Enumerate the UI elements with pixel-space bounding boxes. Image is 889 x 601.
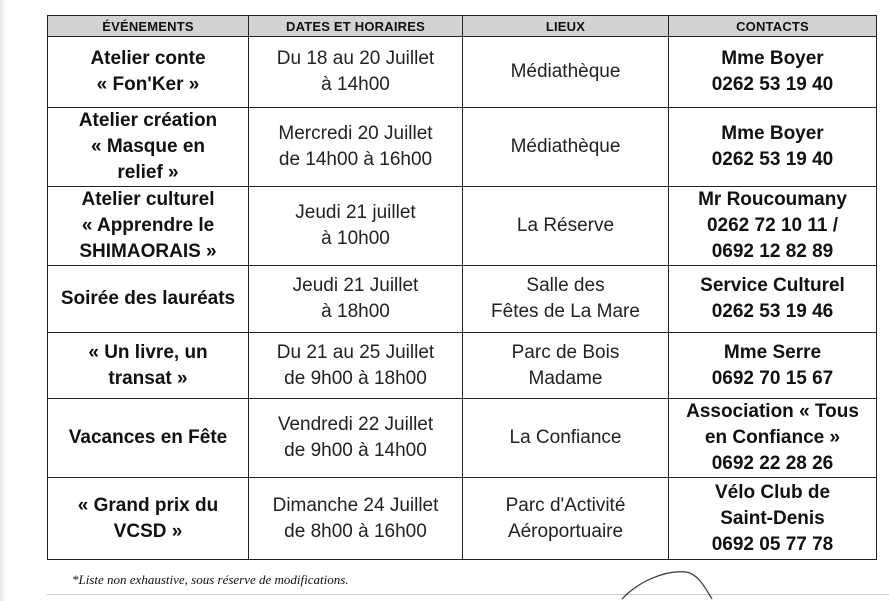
place-line: Parc d'Activité: [505, 494, 626, 516]
date-line: Jeudi 21 Juillet: [292, 275, 419, 296]
place-line: Salle des: [526, 275, 605, 296]
event-line: Atelier culturel: [81, 189, 215, 210]
header-contacts: CONTACTS: [669, 16, 877, 37]
event-line: relief »: [117, 162, 179, 183]
contact-cell: [669, 399, 877, 478]
date-line: Mercredi 20 Juillet: [278, 123, 433, 144]
event-line: « Fon'Ker »: [96, 74, 200, 95]
table-body: [48, 37, 877, 560]
contact-line: Association « Tous: [686, 401, 859, 422]
page-edge: [0, 0, 6, 601]
date-line: Du 18 au 20 Juillet: [276, 48, 435, 69]
table-row: [48, 37, 877, 108]
place-line: La Réserve: [516, 215, 615, 236]
contact-line: Mme Serre: [723, 341, 822, 363]
place-cell: [463, 108, 669, 187]
page-rule: [47, 594, 889, 595]
contact-line: Mr Roucoumany: [698, 189, 847, 210]
place-line: Parc de Bois: [511, 341, 620, 363]
date-cell: [249, 187, 463, 266]
table-row: [48, 187, 877, 266]
place-cell: [463, 333, 669, 399]
event-line: VCSD »: [113, 520, 183, 542]
contact-line: en Confiance »: [704, 427, 841, 448]
date-line: de 9h00 à 18h00: [284, 367, 427, 389]
place-line: Aéroportuaire: [507, 520, 624, 542]
place-cell: [463, 266, 669, 333]
place-cell: [463, 187, 669, 266]
event-cell: [48, 108, 249, 187]
event-line: SHIMAORAIS »: [79, 241, 217, 262]
header-events: ÉVÉNEMENTS: [48, 16, 249, 37]
contact-line: 0262 53 19 40: [711, 149, 834, 170]
contact-line: Service Culturel: [700, 275, 845, 296]
header-places: LIEUX: [463, 16, 669, 37]
event-line: Vacances en Fête: [68, 427, 228, 448]
event-line: « Un livre, un: [88, 341, 208, 363]
place-line: La Confiance: [509, 427, 622, 448]
event-line: « Apprendre le: [81, 215, 215, 236]
date-line: à 18h00: [321, 301, 390, 322]
contact-line: Vélo Club de: [714, 481, 831, 503]
date-line: de 8h00 à 16h00: [284, 520, 427, 542]
event-line: « Grand prix du: [77, 494, 219, 516]
contact-cell: [669, 266, 877, 333]
footnote: *Liste non exhaustive, sous réserve de modifications.: [72, 572, 349, 587]
place-line: Madame: [528, 367, 603, 389]
table-row: [48, 478, 877, 560]
contact-line: 0262 72 10 11 /: [706, 215, 838, 236]
contact-line: 0262 53 19 46: [711, 301, 834, 322]
place-line: Médiathèque: [510, 136, 621, 157]
date-cell: [249, 399, 463, 478]
date-line: Vendredi 22 Juillet: [277, 414, 434, 435]
date-line: de 9h00 à 14h00: [284, 440, 427, 461]
table-row: [48, 108, 877, 187]
table-row: [48, 399, 877, 478]
signature-mark: [620, 568, 730, 601]
date-line: de 14h00 à 16h00: [278, 149, 433, 170]
contact-line: 0262 53 19 40: [711, 74, 834, 95]
place-line: Fêtes de La Mare: [491, 301, 640, 322]
date-line: Jeudi 21 juillet: [295, 202, 416, 223]
event-line: Soirée des lauréats: [60, 288, 236, 309]
date-line: Du 21 au 25 Juillet: [276, 341, 435, 363]
date-cell: [249, 266, 463, 333]
place-cell: [463, 399, 669, 478]
contact-line: 0692 12 82 89: [711, 241, 834, 262]
table-row: [48, 266, 877, 333]
event-line: transat »: [108, 367, 188, 389]
place-cell: [463, 478, 669, 560]
date-line: à 14h00: [321, 74, 390, 95]
table-header-row: [48, 16, 877, 37]
date-line: Dimanche 24 Juillet: [272, 494, 439, 516]
contact-line: 0692 05 77 78: [711, 533, 834, 555]
date-cell: [249, 37, 463, 108]
date-cell: [249, 478, 463, 560]
contact-line: Saint-Denis: [720, 507, 825, 529]
event-line: Atelier création: [78, 110, 218, 131]
date-line: à 10h00: [321, 228, 390, 249]
place-cell: [463, 37, 669, 108]
header-dates: DATES ET HORAIRES: [249, 16, 463, 37]
event-cell: [48, 187, 249, 266]
contact-cell: [669, 108, 877, 187]
contact-cell: [669, 37, 877, 108]
event-cell: [48, 478, 249, 560]
event-cell: [48, 399, 249, 478]
place-line: Médiathèque: [510, 61, 621, 82]
contact-cell: [669, 333, 877, 399]
event-line: Atelier conte: [90, 48, 206, 69]
contact-line: Mme Boyer: [721, 123, 824, 144]
events-table: [47, 15, 877, 560]
contact-line: 0692 22 28 26: [711, 453, 834, 474]
contact-line: Mme Boyer: [721, 48, 824, 69]
contact-cell: [669, 187, 877, 266]
date-cell: [249, 108, 463, 187]
contact-cell: [669, 478, 877, 560]
event-cell: [48, 266, 249, 333]
table-row: [48, 333, 877, 399]
event-cell: [48, 37, 249, 108]
date-cell: [249, 333, 463, 399]
contact-line: 0692 70 15 67: [711, 367, 834, 389]
event-line: « Masque en: [90, 136, 206, 157]
event-cell: [48, 333, 249, 399]
